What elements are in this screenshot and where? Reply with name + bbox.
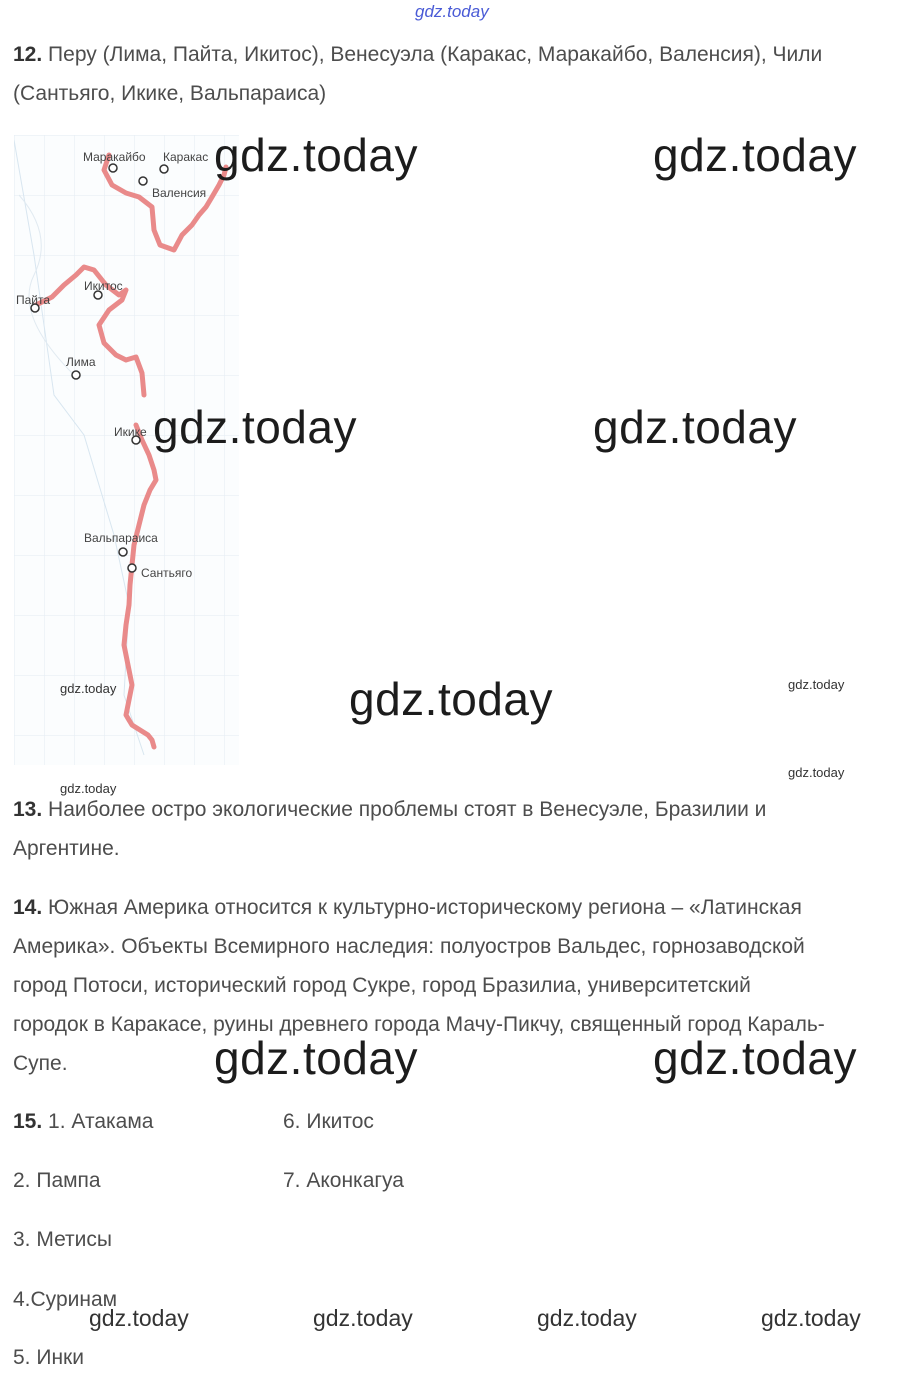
answer-item: 2. Пампа — [13, 1169, 101, 1192]
watermark: gdz.today — [653, 1032, 857, 1084]
watermark: gdz.today — [89, 1305, 189, 1331]
header-logo: gdz.today — [415, 2, 489, 21]
question-15-item — [13, 1110, 153, 1134]
city-label: Икике — [114, 425, 147, 439]
question-text: Перу (Лима, Пайта, Икитос), Венесуэла (Каракас, Маракайбо, Валенсия), Чили — [48, 43, 823, 66]
question-text-line: городок в Каракасе, руины древнего города Мачу-Пикчу, священный город Караль- — [13, 1013, 825, 1036]
question-number: 12. — [13, 43, 43, 66]
city-label: Вальпараиса — [84, 531, 158, 545]
answer-item: 3. Метисы — [13, 1228, 113, 1251]
watermark: gdz.today — [153, 401, 357, 453]
city-label: Сантьяго — [141, 566, 193, 580]
watermark: gdz.today — [60, 681, 117, 696]
answer-item: 5. Инки — [13, 1346, 84, 1369]
watermark: gdz.today — [788, 677, 845, 692]
city-label: Лима — [66, 355, 96, 369]
city-label: Икитос — [84, 279, 123, 293]
question-text-line2: Аргентине. — [13, 837, 120, 860]
question-text-line: город Потоси, исторический город Сукре, город Бразилиа, университетский — [13, 974, 751, 997]
question-13 — [13, 790, 908, 868]
city-label: Каракас — [163, 150, 209, 164]
watermark: gdz.today — [537, 1305, 637, 1331]
watermark: gdz.today — [653, 129, 857, 181]
watermark: gdz.today — [349, 673, 553, 725]
question-text-line: Супе. — [13, 1052, 68, 1075]
watermark: gdz.today — [214, 1032, 418, 1084]
question-text-line: Америка». Объекты Всемирного наследия: полуостров Вальдес, горнозаводской — [13, 935, 805, 958]
answer-item: 6. Икитос — [283, 1110, 374, 1133]
watermark: gdz.today — [214, 129, 418, 181]
city-label: Пайта — [16, 293, 51, 307]
watermark: gdz.today — [313, 1305, 413, 1331]
question-text-line: Южная Америка относится к культурно-историческому региона – «Латинская — [48, 896, 802, 919]
watermark: gdz.today — [761, 1305, 861, 1331]
answer-item: 4.Суринам — [13, 1288, 118, 1311]
question-12 — [13, 35, 908, 113]
answer-item: 1. Атакама — [48, 1110, 154, 1133]
watermark: gdz.today — [788, 765, 845, 780]
question-number: 15. — [13, 1110, 43, 1133]
question-text: Наиболее остро экологические проблемы стоят в Венесуэле, Бразилии и — [48, 798, 767, 821]
question-number: 14. — [13, 896, 43, 919]
question-text-line2: (Сантьяго, Икике, Вальпараиса) — [13, 82, 327, 105]
answer-item: 7. Аконкагуа — [283, 1169, 404, 1192]
question-number: 13. — [13, 798, 43, 821]
watermark: gdz.today — [593, 401, 797, 453]
watermark: gdz.today — [60, 781, 117, 796]
city-label: Маракайбо — [83, 150, 146, 164]
city-label: Валенсия — [152, 186, 207, 200]
